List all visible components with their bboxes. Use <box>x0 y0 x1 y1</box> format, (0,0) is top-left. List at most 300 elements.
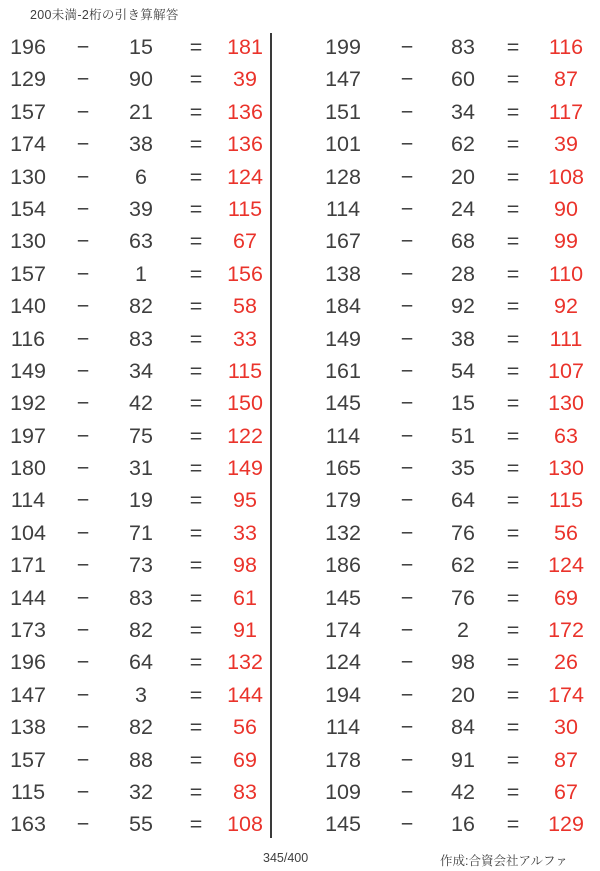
answer-value: 111 <box>549 326 583 351</box>
answer-value: 56 <box>554 520 578 545</box>
minus-operator: − <box>400 779 414 804</box>
subtrahend: 82 <box>129 715 153 740</box>
answer-value: 129 <box>548 812 584 837</box>
minuend: 132 <box>325 520 361 545</box>
problems-column-right <box>270 31 600 841</box>
equation-row <box>270 420 600 452</box>
equals-operator: = <box>506 553 520 578</box>
equation-row <box>270 31 600 63</box>
minuend: 147 <box>10 682 46 707</box>
minus-operator: − <box>400 196 414 221</box>
equals-operator: = <box>506 294 520 319</box>
answer-value: 150 <box>227 391 263 416</box>
answer-value: 91 <box>233 618 257 643</box>
equation-row <box>270 193 600 225</box>
answer-value: 90 <box>554 196 578 221</box>
answer-value: 117 <box>548 99 584 124</box>
minuend: 163 <box>10 812 46 837</box>
minus-operator: − <box>400 488 414 513</box>
minus-operator: − <box>400 294 414 319</box>
minus-operator: − <box>400 99 414 124</box>
minus-operator: − <box>76 67 90 92</box>
equals-operator: = <box>506 812 520 837</box>
equation-row <box>0 64 270 96</box>
equation-row <box>270 355 600 387</box>
minus-operator: − <box>76 747 90 772</box>
subtrahend: 73 <box>129 553 153 578</box>
minus-operator: − <box>400 812 414 837</box>
minus-operator: − <box>76 196 90 221</box>
minus-operator: − <box>76 618 90 643</box>
answer-value: 149 <box>227 456 263 481</box>
equation-row <box>270 452 600 484</box>
minuend: 149 <box>325 326 361 351</box>
minuend: 130 <box>10 229 46 254</box>
equation-row <box>0 323 270 355</box>
subtrahend: 6 <box>135 164 147 189</box>
minuend: 167 <box>325 229 361 254</box>
answer-value: 33 <box>233 520 257 545</box>
minuend: 114 <box>325 423 361 448</box>
subtrahend: 88 <box>129 747 153 772</box>
answer-value: 61 <box>233 585 257 610</box>
equals-operator: = <box>189 618 203 643</box>
equation-row <box>0 290 270 322</box>
equals-operator: = <box>506 196 520 221</box>
answer-value: 136 <box>227 132 263 157</box>
equation-row <box>0 388 270 420</box>
equation-row <box>270 679 600 711</box>
minus-operator: − <box>76 358 90 383</box>
equals-operator: = <box>506 132 520 157</box>
answer-value: 99 <box>554 229 578 254</box>
equals-operator: = <box>506 391 520 416</box>
minuend: 149 <box>10 358 46 383</box>
page-title: 200未満-2桁の引き算解答 <box>30 8 179 22</box>
subtrahend: 75 <box>129 423 153 448</box>
equation-row <box>0 258 270 290</box>
minuend: 114 <box>10 488 46 513</box>
answer-value: 98 <box>233 553 257 578</box>
minuend: 196 <box>10 650 46 675</box>
subtrahend: 32 <box>129 779 153 804</box>
minus-operator: − <box>76 229 90 254</box>
subtrahend: 21 <box>129 99 153 124</box>
minus-operator: − <box>76 650 90 675</box>
subtrahend: 51 <box>451 423 475 448</box>
answer-value: 95 <box>233 488 257 513</box>
subtrahend: 76 <box>451 520 475 545</box>
answer-value: 174 <box>548 682 584 707</box>
answer-value: 181 <box>227 34 263 59</box>
equals-operator: = <box>189 812 203 837</box>
answer-value: 110 <box>548 261 584 286</box>
equals-operator: = <box>189 520 203 545</box>
equation-row <box>0 809 270 841</box>
answer-value: 56 <box>233 715 257 740</box>
minuend: 147 <box>325 67 361 92</box>
minus-operator: − <box>76 423 90 448</box>
equals-operator: = <box>189 164 203 189</box>
subtrahend: 62 <box>451 553 475 578</box>
equation-row <box>0 485 270 517</box>
equation-row <box>270 290 600 322</box>
equals-operator: = <box>506 67 520 92</box>
answer-value: 108 <box>548 164 584 189</box>
equals-operator: = <box>506 715 520 740</box>
equals-operator: = <box>189 456 203 481</box>
answer-value: 69 <box>233 747 257 772</box>
equals-operator: = <box>506 779 520 804</box>
equals-operator: = <box>506 99 520 124</box>
equation-row <box>0 193 270 225</box>
equals-operator: = <box>189 488 203 513</box>
minuend: 114 <box>325 715 361 740</box>
minus-operator: − <box>400 650 414 675</box>
subtrahend: 38 <box>451 326 475 351</box>
answer-value: 130 <box>548 391 584 416</box>
subtrahend: 98 <box>451 650 475 675</box>
subtrahend: 31 <box>129 456 153 481</box>
subtrahend: 38 <box>129 132 153 157</box>
answer-value: 124 <box>227 164 263 189</box>
minus-operator: − <box>76 488 90 513</box>
minus-operator: − <box>400 34 414 59</box>
subtrahend: 34 <box>129 358 153 383</box>
subtrahend: 63 <box>129 229 153 254</box>
minus-operator: − <box>400 132 414 157</box>
minus-operator: − <box>400 164 414 189</box>
equation-row <box>0 517 270 549</box>
subtrahend: 42 <box>451 779 475 804</box>
answer-value: 107 <box>548 358 584 383</box>
minus-operator: − <box>400 682 414 707</box>
answer-value: 172 <box>548 618 584 643</box>
minus-operator: − <box>76 812 90 837</box>
minuend: 124 <box>325 650 361 675</box>
minus-operator: − <box>76 391 90 416</box>
minus-operator: − <box>400 715 414 740</box>
equals-operator: = <box>189 747 203 772</box>
subtrahend: 15 <box>129 34 153 59</box>
equals-operator: = <box>189 229 203 254</box>
minuend: 192 <box>10 391 46 416</box>
equals-operator: = <box>189 650 203 675</box>
subtrahend: 35 <box>451 456 475 481</box>
minus-operator: − <box>400 67 414 92</box>
equation-row <box>270 776 600 808</box>
equation-row <box>270 96 600 128</box>
answer-value: 39 <box>554 132 578 157</box>
minuend: 178 <box>325 747 361 772</box>
equation-row <box>270 258 600 290</box>
minus-operator: − <box>400 358 414 383</box>
answer-value: 92 <box>554 294 578 319</box>
equals-operator: = <box>189 585 203 610</box>
equation-row <box>270 582 600 614</box>
minus-operator: − <box>76 779 90 804</box>
equals-operator: = <box>506 164 520 189</box>
minus-operator: − <box>76 715 90 740</box>
subtrahend: 15 <box>451 391 475 416</box>
equation-row <box>0 452 270 484</box>
equals-operator: = <box>506 585 520 610</box>
minuend: 157 <box>10 747 46 772</box>
minuend: 138 <box>325 261 361 286</box>
equation-row <box>0 420 270 452</box>
subtrahend: 20 <box>451 682 475 707</box>
equation-row <box>0 582 270 614</box>
minuend: 165 <box>325 456 361 481</box>
answer-value: 87 <box>554 67 578 92</box>
answer-value: 108 <box>227 812 263 837</box>
minuend: 128 <box>325 164 361 189</box>
subtrahend: 28 <box>451 261 475 286</box>
minus-operator: − <box>400 585 414 610</box>
equals-operator: = <box>189 132 203 157</box>
minuend: 199 <box>325 34 361 59</box>
minuend: 196 <box>10 34 46 59</box>
subtrahend: 83 <box>451 34 475 59</box>
minus-operator: − <box>400 553 414 578</box>
minus-operator: − <box>400 423 414 448</box>
answer-value: 30 <box>554 715 578 740</box>
equation-row <box>0 550 270 582</box>
answer-value: 69 <box>554 585 578 610</box>
answer-value: 156 <box>227 261 263 286</box>
minus-operator: − <box>76 456 90 481</box>
answer-value: 63 <box>554 423 578 448</box>
minus-operator: − <box>76 294 90 319</box>
subtrahend: 64 <box>129 650 153 675</box>
equals-operator: = <box>189 326 203 351</box>
minuend: 101 <box>325 132 361 157</box>
equals-operator: = <box>506 650 520 675</box>
equals-operator: = <box>506 229 520 254</box>
equals-operator: = <box>506 326 520 351</box>
equals-operator: = <box>506 423 520 448</box>
minuend: 145 <box>325 585 361 610</box>
minus-operator: − <box>76 585 90 610</box>
subtrahend: 39 <box>129 196 153 221</box>
equation-row <box>270 64 600 96</box>
answer-value: 136 <box>227 99 263 124</box>
minus-operator: − <box>76 34 90 59</box>
subtrahend: 92 <box>451 294 475 319</box>
equals-operator: = <box>189 294 203 319</box>
equals-operator: = <box>189 358 203 383</box>
equation-row <box>0 355 270 387</box>
equation-row <box>0 647 270 679</box>
equation-row <box>270 809 600 841</box>
minus-operator: − <box>400 520 414 545</box>
minuend: 157 <box>10 261 46 286</box>
equation-row <box>0 31 270 63</box>
minus-operator: − <box>76 682 90 707</box>
equals-operator: = <box>189 553 203 578</box>
minus-operator: − <box>400 456 414 481</box>
equation-row <box>270 485 600 517</box>
subtrahend: 84 <box>451 715 475 740</box>
subtrahend: 2 <box>457 618 469 643</box>
subtrahend: 20 <box>451 164 475 189</box>
minuend: 174 <box>325 618 361 643</box>
equals-operator: = <box>189 34 203 59</box>
equals-operator: = <box>189 779 203 804</box>
equals-operator: = <box>506 682 520 707</box>
minuend: 151 <box>325 99 361 124</box>
equation-row <box>270 550 600 582</box>
minus-operator: − <box>400 229 414 254</box>
answer-value: 132 <box>227 650 263 675</box>
subtrahend: 68 <box>451 229 475 254</box>
minus-operator: − <box>400 618 414 643</box>
equation-row <box>270 388 600 420</box>
minus-operator: − <box>76 326 90 351</box>
answer-value: 130 <box>548 456 584 481</box>
minus-operator: − <box>400 747 414 772</box>
minuend: 161 <box>325 358 361 383</box>
equation-row <box>0 96 270 128</box>
subtrahend: 91 <box>451 747 475 772</box>
subtrahend: 55 <box>129 812 153 837</box>
minus-operator: − <box>76 132 90 157</box>
subtrahend: 90 <box>129 67 153 92</box>
equation-row <box>270 128 600 160</box>
minuend: 130 <box>10 164 46 189</box>
equation-row <box>0 226 270 258</box>
answer-value: 115 <box>227 196 263 221</box>
equals-operator: = <box>506 34 520 59</box>
minuend: 184 <box>325 294 361 319</box>
answer-value: 87 <box>554 747 578 772</box>
answer-value: 58 <box>233 294 257 319</box>
equals-operator: = <box>189 715 203 740</box>
equation-row <box>0 776 270 808</box>
subtrahend: 1 <box>135 261 147 286</box>
minus-operator: − <box>400 391 414 416</box>
subtrahend: 60 <box>451 67 475 92</box>
answer-value: 39 <box>233 67 257 92</box>
subtrahend: 3 <box>135 682 147 707</box>
equals-operator: = <box>189 391 203 416</box>
minuend: 173 <box>10 618 46 643</box>
minuend: 144 <box>10 585 46 610</box>
answer-value: 115 <box>548 488 584 513</box>
equation-row <box>0 128 270 160</box>
subtrahend: 42 <box>129 391 153 416</box>
answer-value: 67 <box>233 229 257 254</box>
minus-operator: − <box>76 99 90 124</box>
subtrahend: 24 <box>451 196 475 221</box>
minus-operator: − <box>76 164 90 189</box>
minuend: 154 <box>10 196 46 221</box>
answer-value: 67 <box>554 779 578 804</box>
equation-row <box>270 517 600 549</box>
equation-row <box>0 614 270 646</box>
minuend: 194 <box>325 682 361 707</box>
minuend: 179 <box>325 488 361 513</box>
minuend: 109 <box>325 779 361 804</box>
minuend: 115 <box>10 779 46 804</box>
equation-row <box>0 744 270 776</box>
minus-operator: − <box>76 553 90 578</box>
equals-operator: = <box>506 358 520 383</box>
equation-row <box>0 161 270 193</box>
equals-operator: = <box>189 67 203 92</box>
minuend: 145 <box>325 812 361 837</box>
minuend: 157 <box>10 99 46 124</box>
subtrahend: 83 <box>129 326 153 351</box>
minuend: 186 <box>325 553 361 578</box>
minuend: 174 <box>10 132 46 157</box>
answer-value: 124 <box>548 553 584 578</box>
answer-value: 115 <box>227 358 263 383</box>
subtrahend: 82 <box>129 618 153 643</box>
answer-value: 116 <box>548 34 584 59</box>
subtrahend: 62 <box>451 132 475 157</box>
minuend: 145 <box>325 391 361 416</box>
equation-row <box>270 744 600 776</box>
subtrahend: 16 <box>451 812 475 837</box>
minuend: 140 <box>10 294 46 319</box>
minus-operator: − <box>76 261 90 286</box>
equals-operator: = <box>506 520 520 545</box>
subtrahend: 83 <box>129 585 153 610</box>
subtrahend: 71 <box>129 520 153 545</box>
minuend: 180 <box>10 456 46 481</box>
answer-value: 26 <box>554 650 578 675</box>
subtrahend: 54 <box>451 358 475 383</box>
minuend: 116 <box>10 326 46 351</box>
answer-value: 33 <box>233 326 257 351</box>
equation-row <box>270 161 600 193</box>
minuend: 197 <box>10 423 46 448</box>
equation-row <box>270 647 600 679</box>
problems-column-left <box>0 31 270 841</box>
equation-row <box>0 712 270 744</box>
subtrahend: 64 <box>451 488 475 513</box>
minus-operator: − <box>76 520 90 545</box>
minus-operator: − <box>400 261 414 286</box>
equals-operator: = <box>506 456 520 481</box>
equation-row <box>270 614 600 646</box>
equals-operator: = <box>189 261 203 286</box>
answer-value: 83 <box>233 779 257 804</box>
minus-operator: − <box>400 326 414 351</box>
equals-operator: = <box>189 423 203 448</box>
subtrahend: 76 <box>451 585 475 610</box>
equals-operator: = <box>189 99 203 124</box>
equals-operator: = <box>506 618 520 643</box>
page-number: 345/400 <box>263 851 309 865</box>
equation-row <box>0 679 270 711</box>
subtrahend: 34 <box>451 99 475 124</box>
minuend: 104 <box>10 520 46 545</box>
equals-operator: = <box>506 261 520 286</box>
minuend: 129 <box>10 67 46 92</box>
subtrahend: 82 <box>129 294 153 319</box>
equals-operator: = <box>189 196 203 221</box>
answer-value: 144 <box>227 682 263 707</box>
equals-operator: = <box>506 747 520 772</box>
equation-row <box>270 712 600 744</box>
credit-text: 作成:合資会社アルファ <box>440 854 568 868</box>
minuend: 171 <box>10 553 46 578</box>
subtrahend: 19 <box>129 488 153 513</box>
equals-operator: = <box>506 488 520 513</box>
answer-value: 122 <box>227 423 263 448</box>
